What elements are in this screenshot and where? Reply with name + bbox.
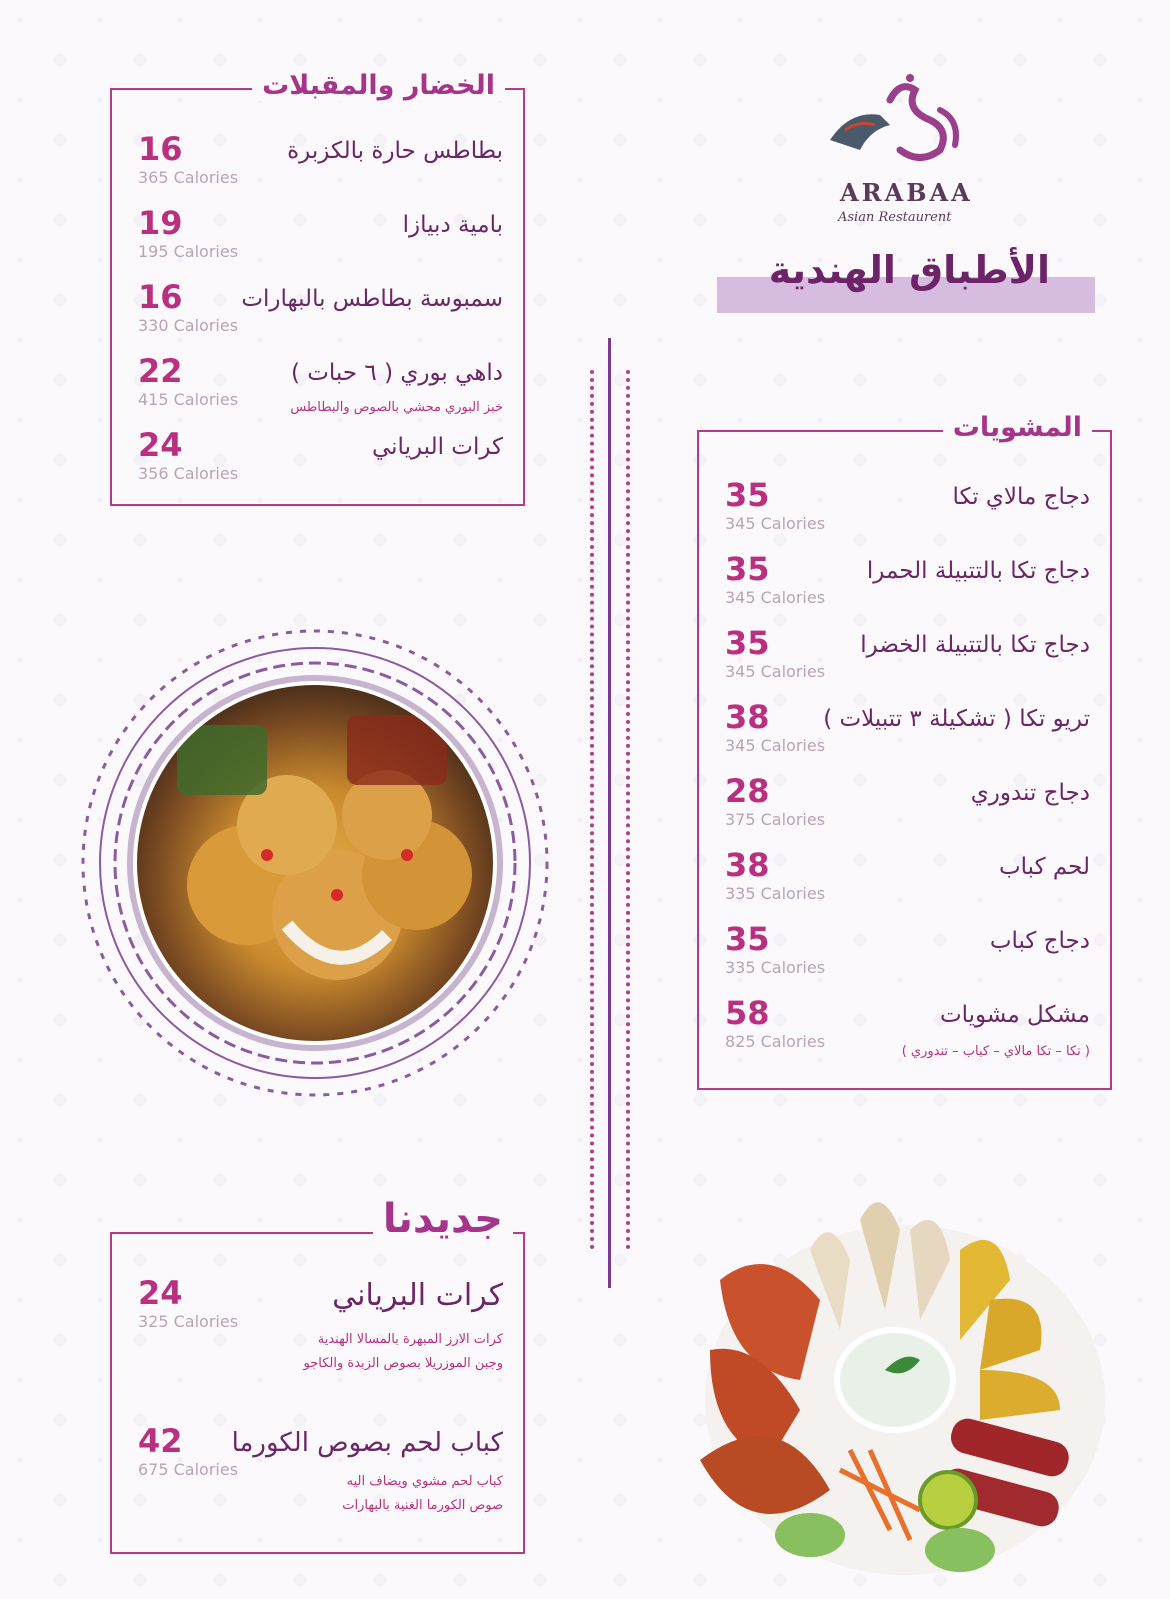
item-name: كرات البرياني bbox=[371, 434, 503, 460]
item-calories: 375 Calories bbox=[725, 810, 826, 829]
item-price: 16 bbox=[138, 130, 183, 168]
item-calories: 345 Calories bbox=[725, 514, 826, 533]
item-name: كباب لحم بصوص الكورما bbox=[231, 1428, 503, 1458]
item-description: كباب لحم مشوي ويضاف اليه bbox=[346, 1474, 503, 1489]
appetizers-section bbox=[110, 70, 525, 506]
menu-item bbox=[699, 698, 1110, 776]
item-calories: 365 Calories bbox=[138, 168, 239, 187]
item-name: دجاج مالاي تكا bbox=[952, 484, 1090, 510]
item-name: بطاطس حارة بالكزبرة bbox=[287, 138, 503, 164]
item-price: 24 bbox=[138, 1274, 183, 1312]
item-name: تريو تكا ( تشكيلة ٣ تتبيلات ) bbox=[823, 706, 1090, 732]
item-price: 35 bbox=[725, 624, 770, 662]
menu-item bbox=[699, 624, 1110, 702]
item-name: دجاج كباب bbox=[989, 928, 1090, 954]
item-description: ( تكا – تكا مالاي – كباب – تندوري ) bbox=[901, 1044, 1090, 1059]
grills-title: المشويات bbox=[943, 412, 1092, 443]
dahi-puri-image bbox=[137, 685, 493, 1041]
menu-item bbox=[112, 426, 523, 504]
item-calories: 415 Calories bbox=[138, 390, 239, 409]
item-name: سمبوسة بطاطس بالبهارات bbox=[241, 286, 503, 312]
menu-item bbox=[699, 920, 1110, 998]
item-price: 35 bbox=[725, 920, 770, 958]
logo-emblem-icon bbox=[820, 70, 980, 180]
dotted-divider-2 bbox=[626, 370, 630, 1250]
dahi-puri-photo bbox=[70, 618, 560, 1108]
item-calories: 195 Calories bbox=[138, 242, 239, 261]
item-price: 16 bbox=[138, 278, 183, 316]
menu-item bbox=[112, 130, 523, 208]
item-calories: 825 Calories bbox=[725, 1032, 826, 1051]
item-calories: 345 Calories bbox=[725, 736, 826, 755]
item-calories: 335 Calories bbox=[725, 884, 826, 903]
grill-platter-image bbox=[690, 1150, 1120, 1580]
logo-name: ARABAA bbox=[840, 178, 973, 207]
menu-item bbox=[112, 204, 523, 282]
menu-item bbox=[699, 994, 1110, 1072]
item-description: كرات الارز المبهرة بالمسالا الهندية bbox=[317, 1332, 503, 1347]
logo-tagline: Asian Restaurent bbox=[838, 210, 952, 225]
grill-platter-photo bbox=[690, 1150, 1120, 1580]
item-description: وجبن الموزريلا بصوص الزبدة والكاجو bbox=[303, 1356, 503, 1371]
item-name: لحم كباب bbox=[998, 854, 1090, 880]
menu-item bbox=[112, 352, 523, 430]
item-price: 19 bbox=[138, 204, 183, 242]
item-calories: 330 Calories bbox=[138, 316, 239, 335]
item-price: 22 bbox=[138, 352, 183, 390]
appetizers-title: الخضار والمقبلات bbox=[252, 70, 505, 101]
item-name: بامية دبيازا bbox=[402, 212, 503, 238]
logo bbox=[820, 70, 980, 230]
item-price: 38 bbox=[725, 846, 770, 884]
item-calories: 335 Calories bbox=[725, 958, 826, 977]
menu-item bbox=[112, 1422, 523, 1540]
item-calories: 675 Calories bbox=[138, 1460, 239, 1479]
item-description: خبز البوري محشي بالصوص والبطاطس bbox=[290, 400, 503, 415]
item-calories: 345 Calories bbox=[725, 662, 826, 681]
item-description: صوص الكورما الغنية بالبهارات bbox=[342, 1498, 503, 1513]
item-name: دجاج تكا بالتتبيلة الحمرا bbox=[866, 558, 1090, 584]
page-title: الأطباق الهندية bbox=[768, 248, 1050, 292]
item-price: 42 bbox=[138, 1422, 183, 1460]
menu-item bbox=[699, 550, 1110, 628]
item-calories: 356 Calories bbox=[138, 464, 239, 483]
item-calories: 345 Calories bbox=[725, 588, 826, 607]
item-price: 24 bbox=[138, 426, 183, 464]
new-items-title: جديدنا bbox=[373, 1196, 513, 1242]
item-price: 35 bbox=[725, 476, 770, 514]
new-items-section bbox=[110, 1196, 525, 1554]
grills-section bbox=[697, 412, 1112, 1090]
dotted-divider bbox=[590, 370, 594, 1250]
item-name: مشكل مشويات bbox=[939, 1002, 1090, 1028]
item-price: 28 bbox=[725, 772, 770, 810]
item-price: 35 bbox=[725, 550, 770, 588]
item-name: دجاج تندوري bbox=[970, 780, 1090, 806]
item-price: 58 bbox=[725, 994, 770, 1032]
item-price: 38 bbox=[725, 698, 770, 736]
item-name: كرات البرياني bbox=[332, 1278, 503, 1313]
item-name: داهي بوري ( ٦ حبات ) bbox=[290, 360, 503, 386]
item-calories: 325 Calories bbox=[138, 1312, 239, 1331]
menu-item bbox=[112, 278, 523, 356]
center-divider bbox=[608, 338, 611, 1288]
menu-item bbox=[699, 476, 1110, 554]
menu-item bbox=[699, 846, 1110, 924]
menu-item bbox=[112, 1274, 523, 1392]
item-name: دجاج تكا بالتتبيلة الخضرا bbox=[860, 632, 1090, 658]
menu-item bbox=[699, 772, 1110, 850]
